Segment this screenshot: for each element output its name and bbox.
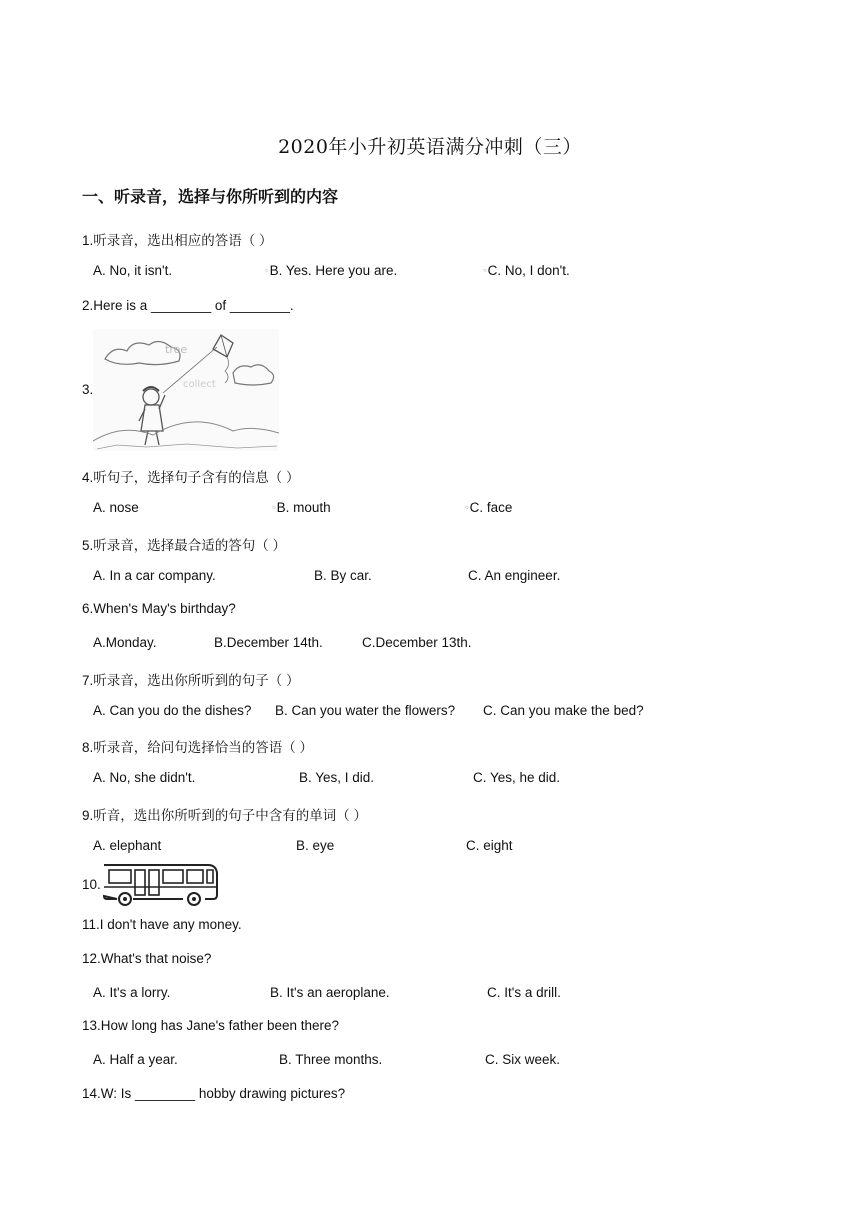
question-12: 12.What's that noise?	[82, 951, 212, 966]
q13-option-c[interactable]: C. Six week.	[485, 1052, 561, 1067]
question-6: 6.When's May's birthday?	[82, 601, 236, 616]
q5-option-b[interactable]: B. By car.	[314, 568, 372, 583]
section-heading: 一、听录音，选择与你所听到的内容	[82, 187, 339, 206]
q9-option-c[interactable]: C. eight	[466, 838, 513, 853]
q9-option-b[interactable]: B. eye	[296, 838, 335, 853]
question-4: 4.听句子，选择句子含有的信息（ ）	[82, 470, 300, 485]
page-title: 2020年小升初英语满分冲刺（三）	[278, 136, 582, 158]
q6-option-c[interactable]: C.December 13th.	[362, 635, 472, 650]
question-8: 8.听录音，给问句选择恰当的答语（ ）	[82, 740, 314, 755]
question-2: 2.Here is a ________ of ________.	[82, 298, 294, 313]
question-1: 1.听录音，选出相应的答语（ ）	[82, 233, 273, 248]
question-3: 3.	[82, 382, 94, 397]
girl-flying-kite-picture	[93, 329, 279, 451]
q12-option-b[interactable]: B. It's an aeroplane.	[270, 985, 390, 1000]
q8-option-b[interactable]: B. Yes, I did.	[299, 770, 375, 785]
q4-option-a[interactable]: A. nose	[93, 500, 139, 515]
q13-option-a[interactable]: A. Half a year.	[93, 1052, 178, 1067]
q9-option-a[interactable]: A. elephant	[93, 838, 162, 853]
q13-option-b[interactable]: B. Three months.	[279, 1052, 383, 1067]
question-9: 9.听音，选出你所听到的句子中含有的单词（ ）	[82, 808, 368, 823]
question-11: 11.I don't have any money.	[82, 917, 242, 932]
q12-option-c[interactable]: C. It's a drill.	[487, 985, 561, 1000]
question-13: 13.How long has Jane's father been there?	[82, 1018, 340, 1033]
question-10: 10.	[82, 877, 101, 892]
q5-option-a[interactable]: A. In a car company.	[93, 568, 216, 583]
q1-option-c[interactable]: ○C. No, I don't.	[483, 263, 570, 278]
q1-option-b[interactable]: ○B. Yes. Here you are.	[265, 263, 398, 278]
q5-option-c[interactable]: C. An engineer.	[468, 568, 561, 583]
q8-option-a[interactable]: A. No, she didn't.	[93, 770, 196, 785]
q7-option-a[interactable]: A. Can you do the dishes?	[93, 703, 252, 718]
q4-option-b[interactable]: ○B. mouth	[272, 500, 331, 515]
q7-option-b[interactable]: B. Can you water the flowers?	[275, 703, 456, 718]
svg-text:tree: tree	[165, 343, 188, 356]
q1-option-a[interactable]: A. No, it isn't.	[93, 263, 173, 278]
q7-option-c[interactable]: C. Can you make the bed?	[483, 703, 644, 718]
svg-text:collect: collect	[183, 379, 216, 390]
q6-option-b[interactable]: B.December 14th.	[214, 635, 323, 650]
q8-option-c[interactable]: C. Yes, he did.	[473, 770, 561, 785]
q6-option-a[interactable]: A.Monday.	[93, 635, 157, 650]
q4-option-c[interactable]: ○C. face	[465, 500, 513, 515]
question-5: 5.听录音，选择最合适的答句（ ）	[82, 538, 287, 553]
bus-picture	[101, 861, 219, 907]
question-7: 7.听录音，选出你所听到的句子（ ）	[82, 673, 300, 688]
q12-option-a[interactable]: A. It's a lorry.	[93, 985, 171, 1000]
question-14: 14.W: Is ________ hobby drawing pictures?	[82, 1086, 346, 1101]
